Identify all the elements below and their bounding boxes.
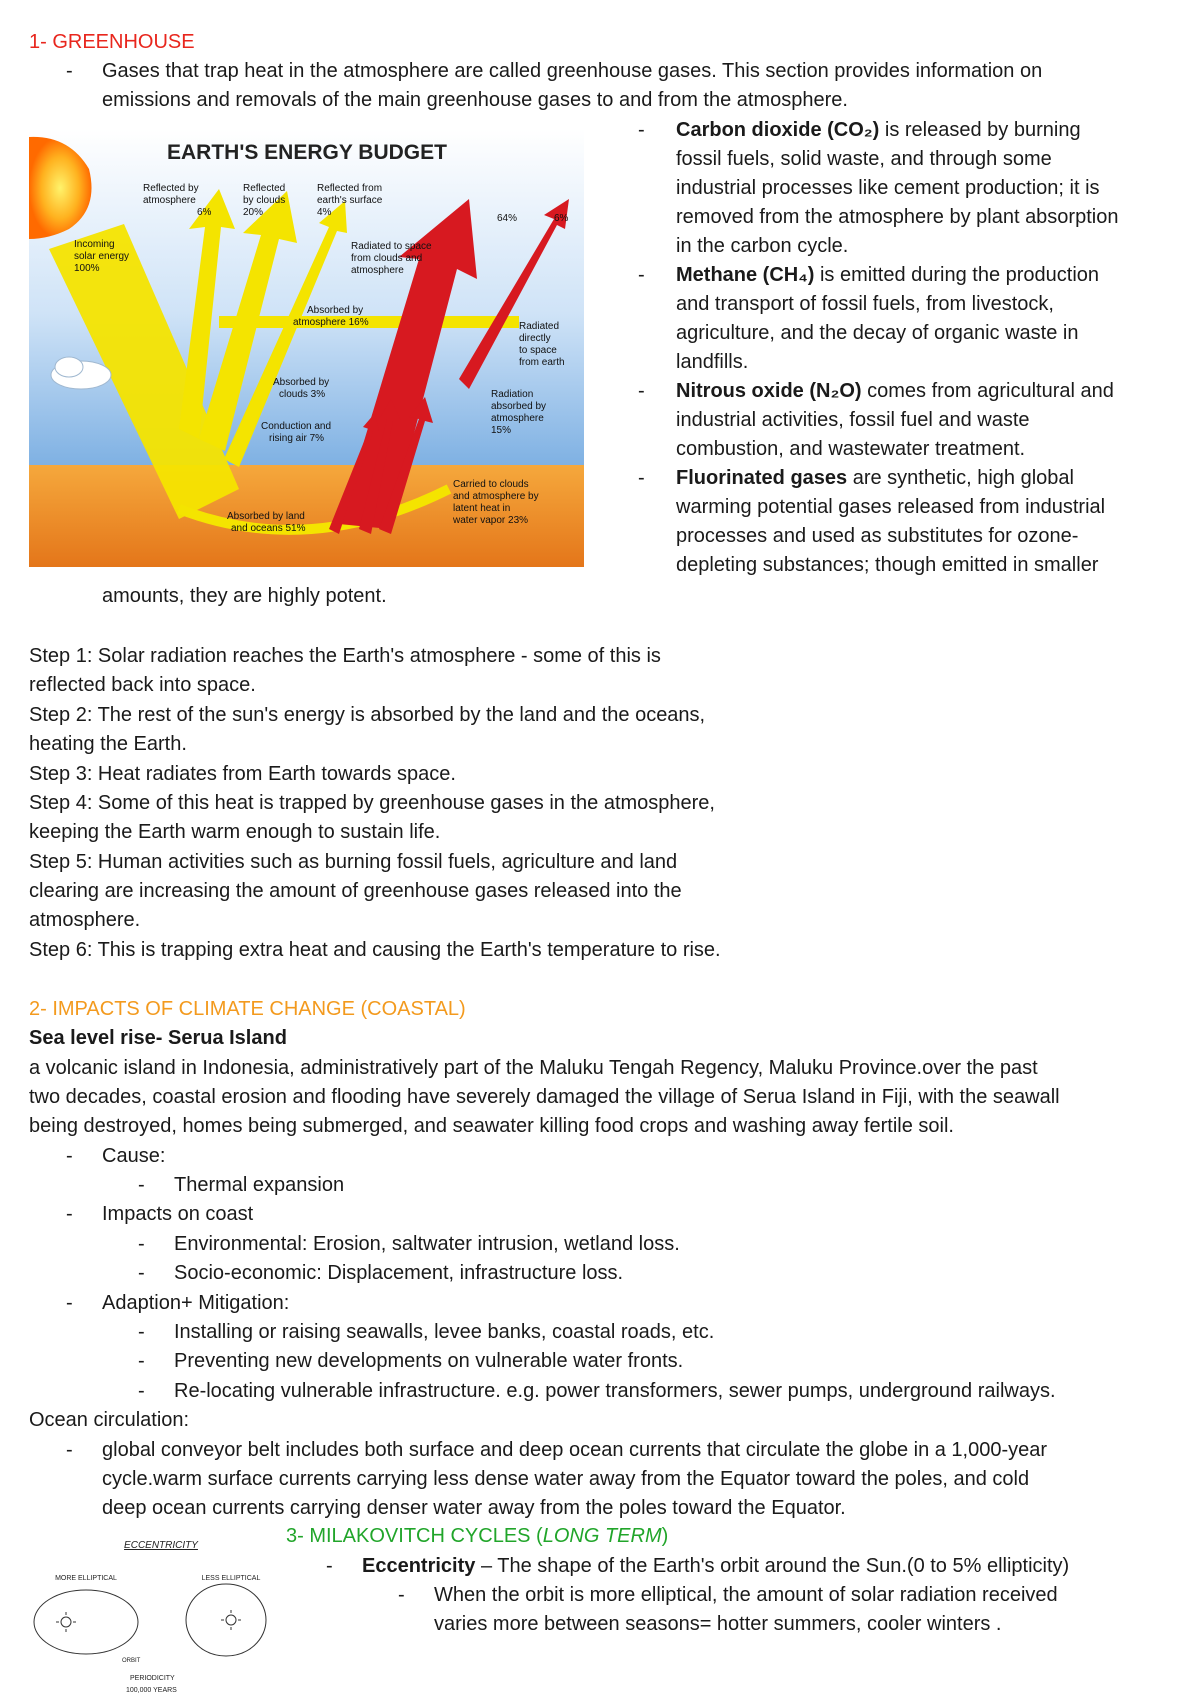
paragraph-line: being destroyed, homes being submerged, and seawater killing food crops and washing away fertile soil. <box>29 1115 954 1137</box>
bullet-dash: - <box>638 119 645 141</box>
ocean-line: global conveyor belt includes both surface and deep ocean currents that circulate the globe in a 1,000-year <box>102 1439 1048 1461</box>
step-line: heating the Earth. <box>29 733 187 755</box>
label-carried: water vapor 23% <box>453 515 529 526</box>
step-line: Step 6: This is trapping extra heat and causing the Earth's temperature to rise. <box>29 939 721 961</box>
label-carried: Carried to clouds <box>453 479 529 490</box>
label-reflected-atmosphere: 6% <box>197 207 212 218</box>
intro-line: emissions and removals of the main greenhouse gases to and from the atmosphere. <box>102 89 848 111</box>
label-radiated-direct: directly <box>519 333 551 344</box>
section-heading-greenhouse: 1- GREENHOUSE <box>29 31 195 53</box>
label-64-percent: 64% <box>497 213 518 224</box>
impacts-item: Environmental: Erosion, saltwater intrusion, wetland loss. <box>174 1233 680 1255</box>
label-absorbed-clouds: Absorbed by <box>273 377 330 388</box>
label-radiated-direct: from earth <box>519 357 565 368</box>
gas-item-co2 <box>676 116 1081 146</box>
subheading-sea-level: Sea level rise- Serua Island <box>29 1027 287 1049</box>
label-absorbed-atmosphere: Absorbed by <box>307 305 364 316</box>
label-radiated-direct: to space <box>519 345 557 356</box>
label-years: 100,000 YEARS <box>126 1687 177 1694</box>
paragraph-line: two decades, coastal erosion and flooding have severely damaged the village of Serua Island in Fiji, with the seawall <box>29 1086 1060 1108</box>
adaption-item: Re-locating vulnerable infrastructure. e.g. power transformers, sewer pumps, underground railways. <box>174 1380 1056 1402</box>
energy-budget-diagram <box>29 129 584 567</box>
label-absorbed-atmosphere: atmosphere 16% <box>293 317 369 328</box>
step-line: Step 2: The rest of the sun's energy is absorbed by the land and the oceans, <box>29 704 706 726</box>
bullet-dash: - <box>138 1380 145 1402</box>
absorbed-atmosphere-band <box>219 316 519 328</box>
gas-item-methane <box>676 261 1099 291</box>
gas-name: Methane (CH₄) <box>676 264 815 286</box>
gas-item-fluorinated <box>676 464 1074 494</box>
section-heading-milankovitch <box>286 1522 668 1552</box>
gases-tail: amounts, they are highly potent. <box>102 585 387 607</box>
gas-line: warming potential gases released from industrial <box>676 496 1106 518</box>
sun-icon <box>56 1612 76 1632</box>
bullet-dash: - <box>398 1584 405 1606</box>
gas-line: industrial activities, fossil fuel and waste <box>676 409 1030 431</box>
eccentricity-title: ECCENTRICITY <box>124 1540 198 1551</box>
label-conduction: rising air 7% <box>269 433 325 444</box>
gas-line: processes and used as substitutes for ozone- <box>676 525 1079 547</box>
intro-line: Gases that trap heat in the atmosphere are called greenhouse gases. This section provides information on <box>102 60 1043 82</box>
label-reflected-clouds: Reflected <box>243 183 286 194</box>
heading-suffix: ) <box>661 1525 669 1547</box>
gas-line: and transport of fossil fuels, from livestock, <box>676 293 1054 315</box>
label-reflected-surface: 4% <box>317 207 332 218</box>
step-line: atmosphere. <box>29 909 141 931</box>
label-reflected-surface: Reflected from <box>317 183 383 194</box>
orbit-more-elliptical <box>34 1590 138 1654</box>
heading-italic: LONG TERM <box>542 1525 662 1547</box>
adaption-label: Adaption+ Mitigation: <box>102 1292 290 1314</box>
label-radiated-clouds: from clouds and <box>351 253 423 264</box>
bullet-dash: - <box>638 264 645 286</box>
ocean-label: Ocean circulation: <box>29 1409 190 1431</box>
paragraph-line: a volcanic island in Indonesia, administratively part of the Maluku Tengah Regency, Maluku Province.over the past <box>29 1057 1038 1079</box>
gas-text: comes from agricultural and <box>861 380 1114 402</box>
bullet-dash: - <box>138 1262 145 1284</box>
bullet-dash: - <box>66 1203 73 1225</box>
gas-text: are synthetic, high global <box>847 467 1074 489</box>
gas-line: landfills. <box>676 351 749 373</box>
cause-item: Thermal expansion <box>174 1174 345 1196</box>
label-periodicity: PERIODICITY <box>130 1675 175 1682</box>
gas-item-nitrous <box>676 377 1114 407</box>
label-absorbed-land: and oceans 51% <box>231 523 306 534</box>
gas-text: is emitted during the production <box>814 264 1100 286</box>
label-radiation-absorbed: Radiation <box>491 389 534 400</box>
label-radiation-absorbed: atmosphere <box>491 413 544 424</box>
step-line: Step 5: Human activities such as burning fossil fuels, agriculture and land <box>29 851 678 873</box>
impacts-item: Socio-economic: Displacement, infrastructure loss. <box>174 1262 624 1284</box>
label-6-percent: 6% <box>554 213 569 224</box>
eccentricity-diagram <box>26 1536 276 1696</box>
gas-line: depleting substances; though emitted in smaller <box>676 554 1099 576</box>
sun-icon <box>221 1610 241 1630</box>
label-reflected-atmosphere: Reflected by <box>143 183 199 194</box>
label-radiation-absorbed: 15% <box>491 425 512 436</box>
bullet-dash: - <box>66 1439 73 1461</box>
step-line: clearing are increasing the amount of greenhouse gases released into the <box>29 880 682 902</box>
gas-line: removed from the atmosphere by plant absorption <box>676 206 1119 228</box>
gas-name: Fluorinated gases <box>676 467 848 489</box>
bullet-dash: - <box>638 467 645 489</box>
gas-line: agriculture, and the decay of organic waste in <box>676 322 1079 344</box>
label-absorbed-land: Absorbed by land <box>227 511 305 522</box>
label-less-elliptical: LESS ELLIPTICAL <box>201 1575 261 1582</box>
gas-name: Nitrous oxide (N₂O) <box>676 380 862 402</box>
bullet-dash: - <box>638 380 645 402</box>
label-incoming: Incoming <box>74 239 115 250</box>
bullet-dash: - <box>138 1174 145 1196</box>
impacts-label: Impacts on coast <box>102 1203 254 1225</box>
cause-label: Cause: <box>102 1145 166 1167</box>
gas-text: is released by burning <box>879 119 1081 141</box>
label-incoming: solar energy <box>74 251 130 262</box>
bullet-dash: - <box>66 1292 73 1314</box>
label-more-elliptical: MORE ELLIPTICAL <box>55 1575 117 1582</box>
eccentricity-sub: varies more between seasons= hotter summers, cooler winters . <box>434 1613 1002 1635</box>
bullet-dash: - <box>66 60 73 82</box>
label-reflected-clouds: 20% <box>243 207 264 218</box>
gas-line: industrial processes like cement production; it is <box>676 177 1100 199</box>
bullet-dash: - <box>138 1233 145 1255</box>
gas-name: Carbon dioxide (CO₂) <box>676 119 880 141</box>
adaption-item: Preventing new developments on vulnerable water fronts. <box>174 1350 684 1372</box>
eccentricity-text: – The shape of the Earth's orbit around the Sun.(0 to 5% ellipticity) <box>475 1555 1070 1577</box>
label-orbit: ORBIT <box>122 1658 141 1664</box>
bullet-dash: - <box>138 1321 145 1343</box>
section-heading-impacts: 2- IMPACTS OF CLIMATE CHANGE (COASTAL) <box>29 998 466 1020</box>
label-conduction: Conduction and <box>261 421 332 432</box>
step-line: Step 3: Heat radiates from Earth towards space. <box>29 763 456 785</box>
label-carried: and atmosphere by <box>453 491 539 502</box>
gas-line: fossil fuels, solid waste, and through some <box>676 148 1052 170</box>
label-absorbed-clouds: clouds 3% <box>279 389 326 400</box>
label-radiated-direct: Radiated <box>519 321 560 332</box>
label-reflected-surface: earth's surface <box>317 195 383 206</box>
label-carried: latent heat in <box>453 503 511 514</box>
label-radiated-clouds: Radiated to space <box>351 241 432 252</box>
ocean-line: cycle.warm surface currents carrying less dense water away from the Equator toward the poles, and cold <box>102 1468 1030 1490</box>
eccentricity-sub: When the orbit is more elliptical, the amount of solar radiation received <box>434 1584 1058 1606</box>
eccentricity-item <box>362 1552 1069 1582</box>
heading-prefix: 3- MILAKOVITCH CYCLES ( <box>286 1525 543 1547</box>
eccentricity-name: Eccentricity <box>362 1555 476 1577</box>
bullet-dash: - <box>138 1350 145 1372</box>
label-reflected-clouds: by clouds <box>243 195 286 206</box>
step-line: Step 1: Solar radiation reaches the Earth's atmosphere - some of this is <box>29 645 661 667</box>
bullet-dash: - <box>66 1145 73 1167</box>
label-reflected-atmosphere: atmosphere <box>143 195 196 206</box>
step-line: reflected back into space. <box>29 674 256 696</box>
adaption-item: Installing or raising seawalls, levee banks, coastal roads, etc. <box>174 1321 715 1343</box>
gas-line: combustion, and wastewater treatment. <box>676 438 1026 460</box>
label-incoming: 100% <box>74 263 100 274</box>
ocean-line: deep ocean currents carrying denser water away from the poles toward the Equator. <box>102 1497 846 1519</box>
step-line: Step 4: Some of this heat is trapped by greenhouse gases in the atmosphere, <box>29 792 715 814</box>
gas-line: in the carbon cycle. <box>676 235 849 257</box>
label-radiated-clouds: atmosphere <box>351 265 404 276</box>
diagram-title: EARTH'S ENERGY BUDGET <box>167 141 447 164</box>
step-line: keeping the Earth warm enough to sustain life. <box>29 821 441 843</box>
bullet-dash: - <box>326 1555 333 1577</box>
cloud-icon <box>55 357 83 377</box>
label-radiation-absorbed: absorbed by <box>491 401 547 412</box>
